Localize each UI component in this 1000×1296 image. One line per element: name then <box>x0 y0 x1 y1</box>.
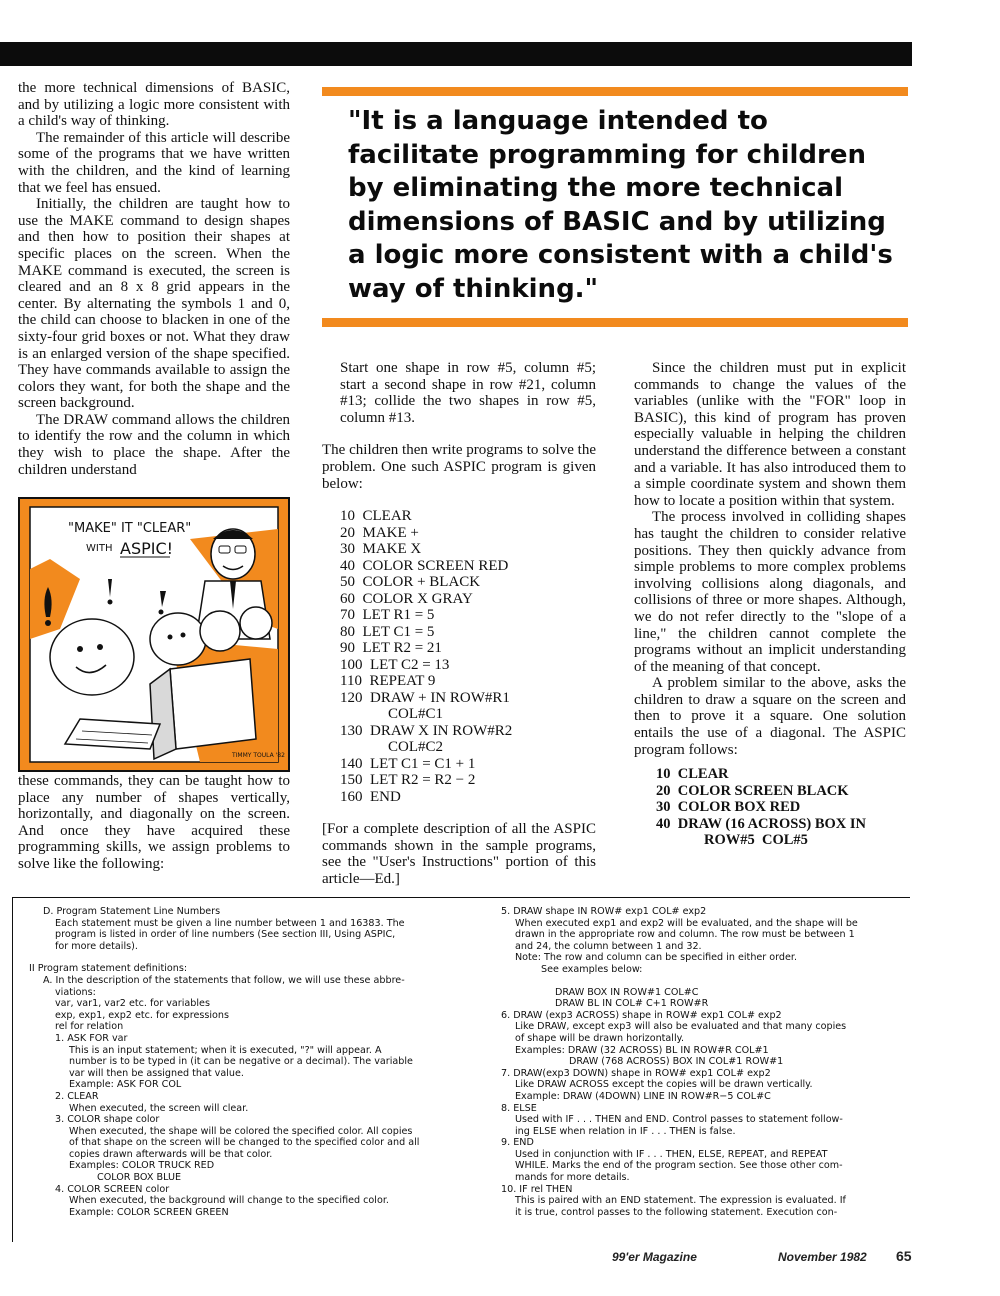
spec-line: II Program statement definitions: <box>29 963 188 975</box>
spec-line: drawn in the appropriate row and column. The row must be between 1 <box>515 929 855 941</box>
code-line: 100 LET C2 = 13 <box>340 656 450 673</box>
spec-line: When executed, the background will change to the specified color. <box>69 1195 389 1207</box>
spec-line: viations: <box>55 986 96 998</box>
code-line: 40 COLOR SCREEN RED <box>340 557 509 574</box>
footer-magazine-name: 99'er Magazine <box>612 1250 697 1264</box>
paragraph: Initially, the children are taught how to use the MAKE command to design shapes and then how to position their shapes at specific places on the screen. When the MAKE command is executed, the screen is cleared and an 8 x 8 grid appears in the center. By alternating the symbols 1 and 0, the child can choose to blacken in one of the sixty-four grid boxes or not. What they draw is an enlarged version of the shape specified. They have commands available to assign the colors they want, for both the shape and the screen background. <box>18 196 290 412</box>
spec-line: DRAW BOX IN ROW#1 COL#C <box>555 986 699 998</box>
code-line: 150 LET R2 = R2 − 2 <box>340 772 476 789</box>
spec-line: Used in conjunction with IF . . . THEN, ELSE, REPEAT, and REPEAT <box>515 1148 828 1160</box>
spec-line: var will then be assigned that value. <box>69 1067 244 1079</box>
spec-line: it is true, control passes to the following statement. Execution con- <box>515 1206 838 1218</box>
code-line: 70 LET R1 = 5 <box>340 607 435 624</box>
code-line: 20 MAKE + <box>340 524 419 541</box>
paragraph: The children then write programs to solve the problem. One such ASPIC program is given below: <box>322 442 596 492</box>
spec-line: Example: COLOR SCREEN GREEN <box>69 1206 229 1218</box>
code-line: 60 COLOR X GRAY <box>340 590 473 607</box>
spec-line: A. In the description of the statements that follow, we will use these abbre- <box>43 974 405 986</box>
spec-line: When executed, the shape will be colored the specified color. All copies <box>69 1125 413 1137</box>
editor-note: [For a complete description of all the ASPIC commands shown in the sample programs, see the "User's Instructions" portion of this article—Ed.] <box>322 821 596 887</box>
spec-line: 1. ASK FOR var <box>55 1032 128 1044</box>
cartoon-caption-line1: "MAKE" IT "CLEAR" <box>68 521 192 536</box>
spec-line: exp, exp1, exp2 etc. for expressions <box>55 1009 229 1021</box>
pull-quote-text: "It is a language intended to facilitate programming for children by eliminating the more technical dimensions of BASIC and by utilizing a logic more consistent with a child's way of thinking." <box>348 106 893 304</box>
spec-line: Examples: DRAW (32 ACROSS) BL IN ROW#R COL#1 <box>515 1044 769 1056</box>
code-line: COL#C1 <box>388 706 444 723</box>
paragraph: A problem similar to the above, asks the children to draw a square on the screen and then to prove it a square. One solution entails the use of a diagonal. The ASPIC program follows: <box>634 675 906 758</box>
spec-line: WHILE. Marks the end of the program section. See those other com- <box>515 1160 843 1172</box>
spec-line: DRAW (768 ACROSS) BOX IN COL#1 ROW#1 <box>569 1056 784 1068</box>
spec-line: 10. IF rel THEN <box>501 1183 573 1195</box>
spec-line: program is listed in order of line numbers (See section III, Using ASPIC, <box>55 929 396 941</box>
paragraph: these commands, they can be taught how to place any number of shapes vertically, horizontally, and diagonally on the screen. And once they have acquired these programming skills, we assign problems to solve like the following: <box>18 773 290 872</box>
spec-line: DRAW BL IN COL# C+1 ROW#R <box>555 998 709 1010</box>
spec-line: Like DRAW, except exp3 will also be evaluated and that many copies <box>515 1021 847 1033</box>
spec-line: This is paired with an END statement. The expression is evaluated. If <box>515 1195 846 1207</box>
spec-line: copies drawn afterwards will be that color. <box>69 1148 273 1160</box>
left-column-top <box>18 80 290 478</box>
right-column <box>634 360 906 849</box>
spec-line: mands for more details. <box>515 1172 630 1184</box>
code-line: 80 LET C1 = 5 <box>340 623 435 640</box>
spec-line: Used with IF . . . THEN and END. Control passes to statement follow- <box>515 1114 843 1126</box>
code-line: 10 CLEAR <box>340 508 412 525</box>
spec-line: rel for relation <box>55 1021 124 1033</box>
spec-line: 8. ELSE <box>501 1102 537 1114</box>
spec-line: This is an input statement; when it is executed, "?" will appear. A <box>69 1044 382 1056</box>
spec-line: Example: DRAW (4DOWN) LINE IN ROW#R−5 COL#C <box>515 1090 771 1102</box>
spec-line: When executed exp1 and exp2 will be evaluated, and the shape will be <box>515 917 858 929</box>
spec-line: COLOR BOX BLUE <box>97 1172 182 1184</box>
code-line: 120 DRAW + IN ROW#R1 <box>340 689 510 706</box>
code-line: 10 CLEAR <box>656 766 729 783</box>
spec-line: number is to be typed in (it can be negative or a decimal). The variable <box>69 1056 413 1068</box>
code-line: 110 REPEAT 9 <box>340 673 436 690</box>
spec-line: Note: The row and column can be specified in either order. <box>515 952 798 964</box>
paragraph: The process involved in colliding shapes has taught the children to consider relative positions. They then quickly advance from simple problems to more complex problems involving collisions along diagonals, and collisions of three or more shapes. Although, we do not refer directly to the "slope of a line," the children cannot complete the programs without an implicit understanding of the meaning of that concept. <box>634 509 906 675</box>
spec-line: 3. COLOR shape color <box>55 1114 160 1126</box>
spec-line <box>29 952 469 963</box>
code-line: 140 LET C1 = C1 + 1 <box>340 755 476 772</box>
spec-line: 9. END <box>501 1137 534 1149</box>
spec-line: and 24, the column between 1 and 32. <box>515 940 702 952</box>
spec-line: Like DRAW ACROSS except the copies will be drawn vertically. <box>515 1079 813 1091</box>
pull-quote-top-rule <box>322 87 908 96</box>
footer-date: November 1982 <box>778 1250 867 1264</box>
code-line: COL#C2 <box>388 739 444 756</box>
left-column-bottom <box>18 773 290 873</box>
spec-line: of that shape on the screen will be changed to the specified color and all <box>69 1137 420 1149</box>
cartoon-illustration <box>18 497 290 772</box>
paragraph: the more technical dimensions of BASIC, and by utilizing a logic more consistent with a child's way of thinking. <box>18 80 290 130</box>
spec-line: of shape will be drawn horizontally. <box>515 1032 684 1044</box>
users-instructions-box <box>12 897 910 1242</box>
top-black-bar <box>0 42 912 66</box>
code-line: 40 DRAW (16 ACROSS) BOX IN <box>656 815 867 832</box>
spec-line: Examples: COLOR TRUCK RED <box>69 1160 215 1172</box>
code-line: 30 COLOR BOX RED <box>656 799 801 816</box>
spec-line: for more details). <box>55 940 138 952</box>
spec-line: Each statement must be given a line number between 1 and 16383. The <box>55 917 405 929</box>
cartoon-drawing <box>20 499 288 770</box>
spec-line: 6. DRAW (exp3 ACROSS) shape in ROW# exp1 COL# exp2 <box>501 1009 782 1021</box>
spec-line: D. Program Statement Line Numbers <box>43 906 221 917</box>
pull-quote <box>322 87 908 327</box>
paragraph: The DRAW command allows the children to identify the row and the column in which they wish to place the shape. After the children understand <box>18 411 290 478</box>
spec-column-right <box>501 906 905 1218</box>
cartoon-caption-line2: WITH <box>86 543 113 554</box>
paragraph: The remainder of this article will describe some of the programs that we have written with the children, and the kind of learning that we feel has ensued. <box>18 129 290 196</box>
spec-column-left <box>29 906 469 1218</box>
pull-quote-bottom-rule <box>322 318 908 327</box>
spec-line <box>501 976 905 987</box>
spec-line: Example: ASK FOR COL <box>69 1079 182 1091</box>
cartoon-signature: TIMMY TOULA '82 <box>232 752 285 759</box>
program-listing <box>340 508 596 805</box>
code-line: 20 COLOR SCREEN BLACK <box>656 782 849 799</box>
spec-line: var, var1, var2 etc. for variables <box>55 998 210 1010</box>
page-number: 65 <box>896 1248 912 1264</box>
problem-statement: Start one shape in row #5, column #5; start a second shape in row #21, column #13; collide the two shapes in row #5, column #13. <box>340 360 596 426</box>
code-line: 130 DRAW X IN ROW#R2 <box>340 722 513 739</box>
code-line: 50 COLOR + BLACK <box>340 574 481 591</box>
spec-line: 7. DRAW(exp3 DOWN) shape in ROW# exp1 COL# exp2 <box>501 1067 771 1079</box>
program-listing-square <box>656 766 906 849</box>
spec-line: See examples below: <box>541 963 643 975</box>
paragraph: Since the children must put in explicit commands to change the values of the variables (unlike with the "FOR" loop in BASIC), this kind of program has proven especially valuable in helping the children understand the difference between a constant and a variable. It has also introduced them to a simple coordinate system and shown them how to locate a position within that system. <box>634 360 906 509</box>
code-line: ROW#5 COL#5 <box>704 832 808 849</box>
code-line: 30 MAKE X <box>340 541 422 558</box>
spec-line: When executed, the screen will clear. <box>69 1102 249 1114</box>
spec-line: 2. CLEAR <box>55 1090 99 1102</box>
code-line: 160 END <box>340 788 401 805</box>
spec-line: 4. COLOR SCREEN color <box>55 1183 170 1195</box>
spec-line: 5. DRAW shape IN ROW# exp1 COL# exp2 <box>501 906 707 917</box>
spec-line: ing ELSE when relation in IF . . . THEN is false. <box>515 1125 736 1137</box>
middle-column <box>322 360 596 888</box>
cartoon-caption-highlight: ASPIC! <box>120 539 174 558</box>
code-line: 90 LET R2 = 21 <box>340 640 442 657</box>
